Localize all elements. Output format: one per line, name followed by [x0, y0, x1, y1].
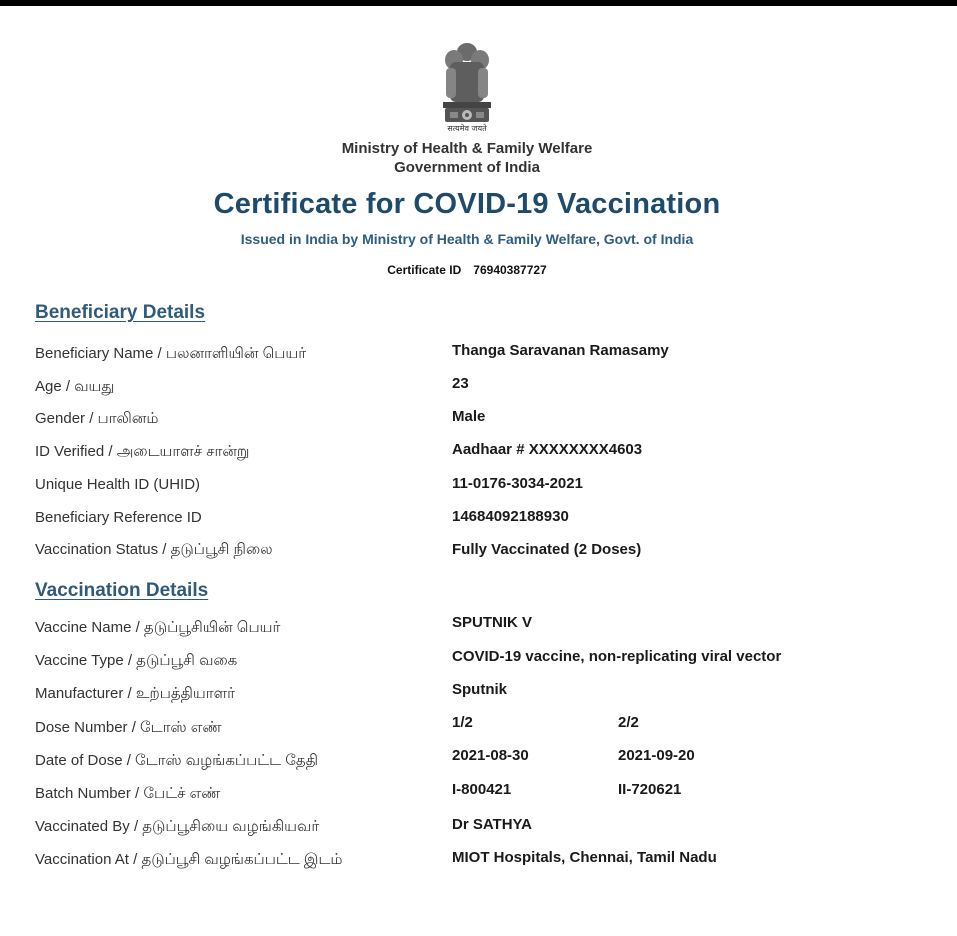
certificate-id-value: 76940387727: [473, 263, 547, 277]
certificate-id-label: Certificate ID: [387, 263, 462, 277]
beneficiary-reference-id-value: 14684092188930: [452, 508, 569, 525]
certificate-title: Certificate for COVID-19 Vaccination: [213, 188, 721, 220]
beneficiary-name-value: Thanga Saravanan Ramasamy: [452, 342, 669, 359]
national-emblem-icon: [430, 40, 504, 136]
certificate-subtitle: Issued in India by Ministry of Health & Family Welfare, Govt. of India: [240, 231, 694, 247]
uhid-label: Unique Health ID (UHID): [35, 476, 201, 493]
age-label: Age / வயது: [35, 378, 115, 395]
beneficiary-name-label: Beneficiary Name / பலனாளியின் பெயர்: [35, 345, 307, 362]
vaccination-status-label: Vaccination Status / தடுப்பூசி நிலை: [35, 541, 273, 558]
date-of-dose-value-2: 2021-09-20: [618, 747, 695, 764]
vaccinated-by-value: Dr SATHYA: [452, 816, 533, 833]
manufacturer-value: Sputnik: [452, 681, 507, 698]
ministry-line-1: Ministry of Health & Family Welfare: [341, 140, 593, 157]
ministry-name: [267, 139, 667, 177]
vaccination-status-value: Fully Vaccinated (2 Doses): [452, 541, 642, 558]
uhid-value: 11-0176-3034-2021: [452, 475, 583, 492]
ministry-line-2: Government of India: [394, 159, 540, 176]
vaccine-type-value: COVID-19 vaccine, non-replicating viral vector: [452, 648, 782, 665]
vaccine-type-label: Vaccine Type / தடுப்பூசி வகை: [35, 652, 238, 669]
date-of-dose-label: Date of Dose / டோஸ் வழங்கப்பட்ட தேதி: [35, 752, 318, 769]
date-of-dose-value-1: 2021-08-30: [452, 747, 529, 764]
beneficiary-details-heading: Beneficiary Details: [35, 302, 206, 323]
dose-number-value-2: 2/2: [618, 714, 639, 731]
batch-number-value-1: I-800421: [452, 781, 512, 798]
gender-label: Gender / பாலினம்: [35, 410, 159, 427]
dose-number-label: Dose Number / டோஸ் எண்: [35, 719, 222, 736]
dose-number-value-1: 1/2: [452, 714, 473, 731]
id-verified-value: Aadhaar # XXXXXXXX4603: [452, 441, 643, 458]
vaccination-details-heading: Vaccination Details: [35, 580, 209, 601]
vaccine-name-label: Vaccine Name / தடுப்பூசியின் பெயர்: [35, 619, 281, 636]
top-border: [0, 0, 957, 6]
age-value: 23: [452, 375, 469, 392]
emblem-motto: सत्यमेव जयते: [447, 124, 487, 133]
vaccine-name-value: SPUTNIK V: [452, 614, 533, 631]
vaccination-at-value: MIOT Hospitals, Chennai, Tamil Nadu: [452, 849, 717, 866]
batch-number-label: Batch Number / பேட்ச் எண்: [35, 785, 221, 802]
manufacturer-label: Manufacturer / உற்பத்தியாளர்: [35, 685, 235, 702]
batch-number-value-2: II-720621: [618, 781, 682, 798]
id-verified-label: ID Verified / அடையாளச் சான்று: [35, 443, 250, 460]
gender-value: Male: [452, 408, 486, 425]
beneficiary-reference-id-label: Beneficiary Reference ID: [35, 509, 202, 526]
vaccination-at-label: Vaccination At / தடுப்பூசி வழங்கப்பட்ட இடம்: [35, 851, 343, 868]
certificate-id: [267, 263, 667, 277]
vaccinated-by-label: Vaccinated By / தடுப்பூசியை வழங்கியவர்: [35, 818, 320, 835]
